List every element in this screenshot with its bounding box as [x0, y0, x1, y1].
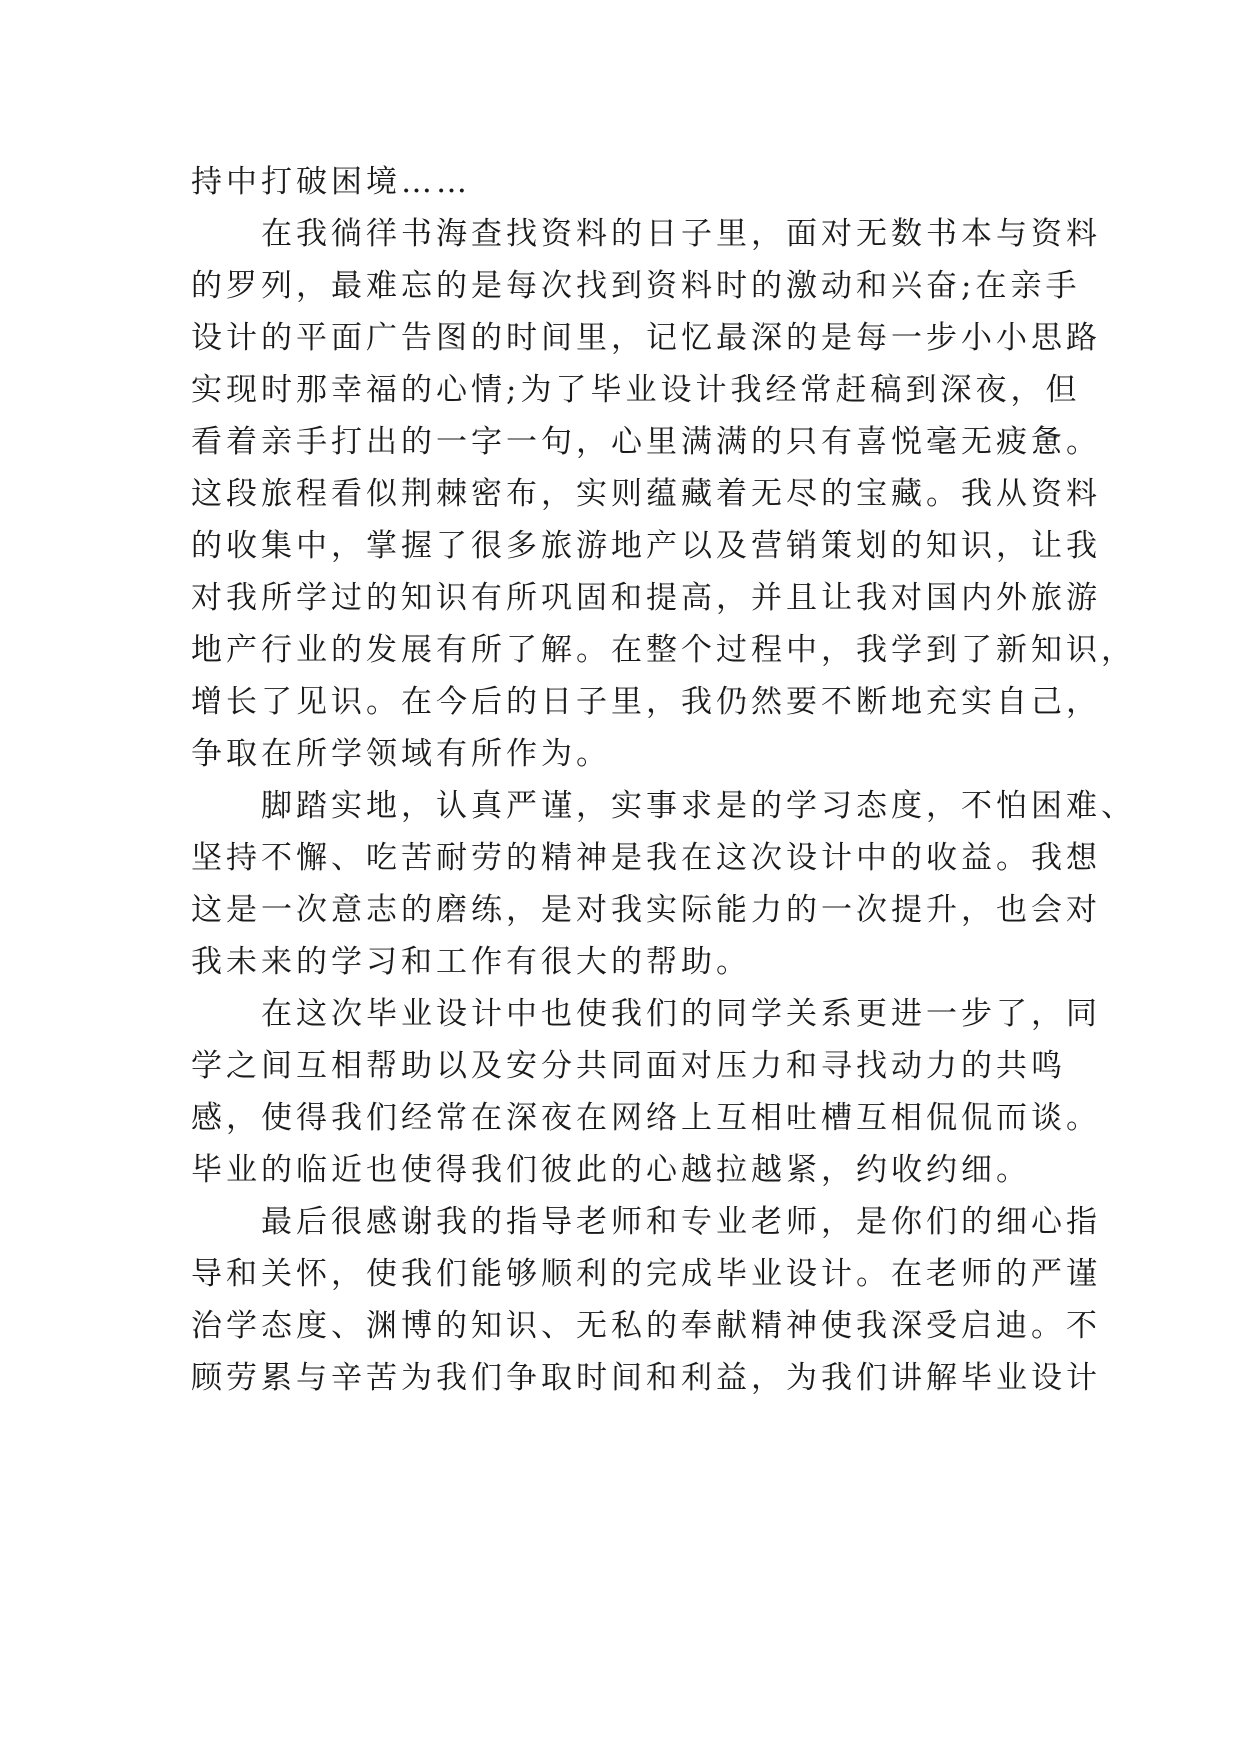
text-line: 学之间互相帮助以及安分共同面对压力和寻找动力的共鸣	[191, 1048, 1066, 1084]
text-line: 顾劳累与辛苦为我们争取时间和利益，为我们讲解毕业设计	[191, 1360, 1101, 1396]
text-line: 持中打破困境……	[191, 164, 471, 200]
text-line: 我未来的学习和工作有很大的帮助。	[191, 944, 751, 980]
text-line: 最后很感谢我的指导老师和专业老师，是你们的细心指	[191, 1204, 1101, 1240]
text-line: 争取在所学领域有所作为。	[191, 736, 611, 772]
text-line: 实现时那幸福的心情;为了毕业设计我经常赶稿到深夜，但	[191, 372, 1081, 408]
text-line: 在这次毕业设计中也使我们的同学关系更进一步了，同	[191, 996, 1101, 1032]
text-line: 在我徜徉书海查找资料的日子里，面对无数书本与资料	[191, 216, 1101, 252]
text-line: 这是一次意志的磨练，是对我实际能力的一次提升，也会对	[191, 892, 1101, 928]
text-line: 的罗列，最难忘的是每次找到资料时的激动和兴奋;在亲手	[191, 268, 1081, 304]
text-line: 这段旅程看似荆棘密布，实则蕴藏着无尽的宝藏。我从资料	[191, 476, 1101, 512]
text-line: 地产行业的发展有所了解。在整个过程中，我学到了新知识，	[191, 632, 1136, 668]
text-line: 导和关怀，使我们能够顺利的完成毕业设计。在老师的严谨	[191, 1256, 1101, 1292]
text-line: 感，使得我们经常在深夜在网络上互相吐槽互相侃侃而谈。	[191, 1100, 1101, 1136]
body-text	[191, 156, 1136, 1404]
text-line: 增长了见识。在今后的日子里，我仍然要不断地充实自己，	[191, 684, 1101, 720]
text-line: 坚持不懈、吃苦耐劳的精神是我在这次设计中的收益。我想	[191, 840, 1101, 876]
text-line: 设计的平面广告图的时间里，记忆最深的是每一步小小思路	[191, 320, 1101, 356]
text-line: 治学态度、渊博的知识、无私的奉献精神使我深受启迪。不	[191, 1308, 1101, 1344]
text-line: 脚踏实地，认真严谨，实事求是的学习态度，不怕困难、	[191, 788, 1136, 824]
text-line: 对我所学过的知识有所巩固和提高，并且让我对国内外旅游	[191, 580, 1101, 616]
text-line: 看着亲手打出的一字一句，心里满满的只有喜悦毫无疲惫。	[191, 424, 1101, 460]
text-line: 的收集中，掌握了很多旅游地产以及营销策划的知识，让我	[191, 528, 1101, 564]
text-line: 毕业的临近也使得我们彼此的心越拉越紧，约收约细。	[191, 1152, 1031, 1188]
